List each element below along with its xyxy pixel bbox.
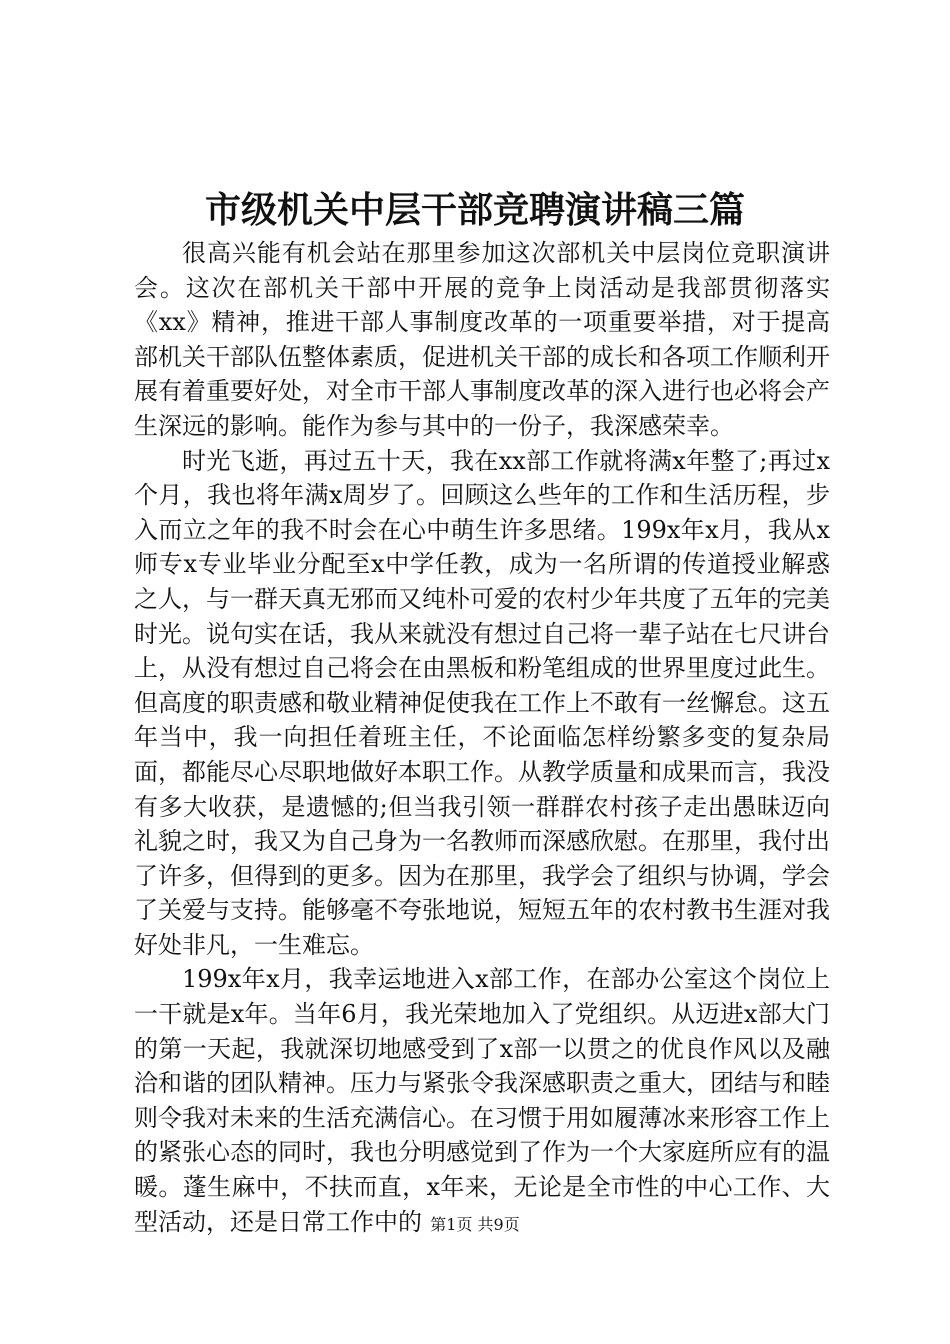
page-footer: 第1页 共9页 xyxy=(430,1215,520,1234)
document-title: 市级机关中层干部竞聘演讲稿三篇 xyxy=(204,189,745,231)
paragraph-3: 199x年x月，我幸运地进入x部工作，在部办公室这个岗位上一干就是x年。当年6月，我光荣地加入了党组织。从迈进x部大门的第一天起，我就深切地感受到了x部一以贯之的优良作风以及融洽和谐的团队精神。压力与紧张令我深感职责之重大，团结与和睦则令我对未来的生活充满信心。在习惯于用如履薄冰来形容工作上的紧张心态的同时，我也分明感觉到了作为一个大家庭所应有的温暖。蓬生麻中，不扶而直，x年来，无论是全市性的中心工作、大型活动，还是日常工作中的 xyxy=(134,965,830,1236)
document-body xyxy=(134,236,830,1239)
paragraph-2: 时光飞逝，再过五十天，我在xx部工作就将满x年整了;再过x个月，我也将年满x周岁了。回顾这么些年的工作和生活历程，步入而立之年的我不时会在心中萌生许多思绪。199x年x月，我从x师专x专业毕业分配至x中学任教，成为一名所谓的传道授业解惑之人，与一群天真无邪而又纯朴可爱的农村少年共度了五年的完美时光。说句实在话，我从来就没有想过自己将一辈子站在七尺讲台上，从没有想过自己将会在由黑板和粉笔组成的世界里度过此生。但高度的职责感和敬业精神促使我在工作上不敢有一丝懈怠。这五年当中，我一向担任着班主任，不论面临怎样纷繁多变的复杂局面，都能尽心尽职地做好本职工作。从教学质量和成果而言，我没有多大收获，是遗憾的;但当我引领一群群农村孩子走出愚昧迈向礼貌之时，我又为自己身为一名教师而深感欣慰。在那里，我付出了许多，但得到的更多。因为在那里，我学会了组织与协调，学会了关爱与支持。能够毫不夸张地说，短短五年的农村教书生涯对我好处非凡，一生难忘。 xyxy=(134,446,830,959)
paragraph-1: 很高兴能有机会站在那里参加这次部机关中层岗位竞职演讲会。这次在部机关干部中开展的竞争上岗活动是我部贯彻落实《xx》精神，推进干部人事制度改革的一项重要举措，对于提高部机关干部队伍整体素质，促进机关干部的成长和各项工作顺利开展有着重要好处，对全市干部人事制度改革的深入进行也必将会产生深远的影响。能作为参与其中的一份子，我深感荣幸。 xyxy=(134,239,830,440)
